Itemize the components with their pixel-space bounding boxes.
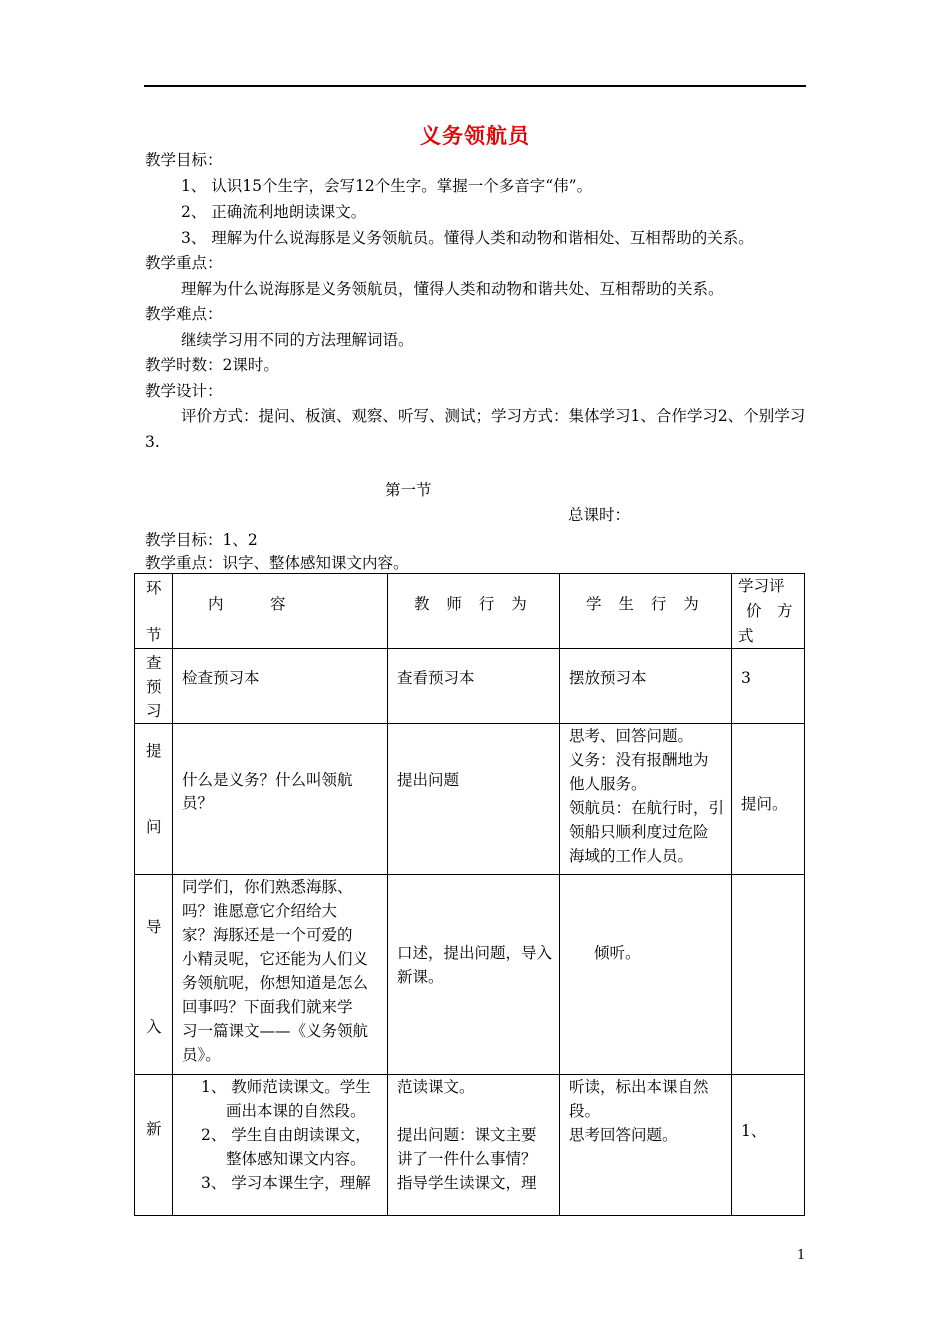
section-key: 教学重点：识字、整体感知课文内容。 — [145, 554, 409, 572]
table-row — [135, 875, 805, 1075]
table-cell — [732, 724, 805, 875]
content-text: 家？海豚还是一个可爱的 — [182, 926, 353, 944]
evaluation-text: 价 方 — [746, 602, 793, 620]
stage-text: 查 — [146, 654, 162, 672]
student-action-text: 摆放预习本 — [569, 669, 647, 687]
content-text: 吗？谁愿意它介绍给大 — [182, 902, 338, 920]
table-cell — [388, 649, 560, 724]
table-cell — [135, 875, 173, 1075]
teacher-action-text: 范读课文。 — [397, 1078, 475, 1096]
goal-item: 3、 理解为什么说海豚是义务领航员。懂得人类和动物和谐相处、互相帮助的关系。 — [181, 229, 754, 247]
table-cell — [732, 875, 805, 1075]
total-hours: 总课时： — [568, 506, 631, 524]
key-heading: 教学重点： — [145, 254, 223, 272]
section-goals: 教学目标：1、2 — [145, 531, 258, 549]
stage-text: 习 — [146, 702, 162, 720]
stage-text: 提 — [146, 742, 162, 760]
hours-text: 教学时数：2课时。 — [145, 356, 279, 374]
difficulty-text: 继续学习用不同的方法理解词语。 — [181, 331, 414, 349]
table-cell — [732, 649, 805, 724]
evaluation-text: 式 — [738, 627, 754, 645]
evaluation-text: 提问。 — [741, 795, 788, 813]
evaluation-text: 3 — [741, 669, 751, 687]
content-text: 画出本课的自然段。 — [226, 1102, 366, 1120]
header-teacher — [388, 574, 560, 649]
design-heading: 教学设计： — [145, 382, 223, 400]
student-action-text: 段。 — [569, 1102, 601, 1120]
content-text: 习一篇课文——《义务领航 — [182, 1022, 369, 1040]
student-action-text: 海域的工作人员。 — [569, 847, 694, 865]
header-evaluation — [732, 574, 805, 649]
table-header-row — [135, 574, 805, 649]
teacher-action-text: 新课。 — [397, 968, 444, 986]
stage-text: 新 — [146, 1120, 162, 1138]
difficulty-heading: 教学难点： — [145, 305, 223, 323]
table-cell — [173, 649, 388, 724]
evaluation-text: 1、 — [741, 1122, 767, 1140]
table-row — [135, 1075, 805, 1216]
content-text: 3、 学习本课生字，理解 — [201, 1174, 371, 1192]
design-text: 评价方式：提问、板演、观察、听写、测试；学习方式：集体学习1、合作学习2、个别学习 — [181, 407, 806, 425]
stage-text: 环 — [146, 579, 162, 597]
page-number: 1 — [797, 1248, 806, 1263]
header-content — [173, 574, 388, 649]
design-text-continued: 3. — [145, 433, 160, 451]
stage-text: 预 — [146, 678, 162, 696]
content-text: 1、 教师范读课文。学生 — [201, 1078, 371, 1096]
content-text: 小精灵呢，它还能为人们义 — [182, 950, 369, 968]
student-action-text: 学 生 行 为 — [586, 595, 705, 613]
student-action-text: 听读，标出本课自然 — [569, 1078, 709, 1096]
table-cell — [560, 1075, 732, 1216]
header-student — [560, 574, 732, 649]
key-text: 理解为什么说海豚是义务领航员，懂得人类和动物和谐共处、互相帮助的关系。 — [181, 280, 724, 298]
teacher-action-text: 口述，提出问题，导入 — [397, 944, 553, 962]
student-action-text: 思考、回答问题。 — [569, 727, 694, 745]
header-rule — [144, 85, 806, 87]
content-text: 2、 学生自由朗读课文， — [201, 1126, 371, 1144]
teacher-action-text: 提出问题 — [397, 771, 460, 789]
table-cell — [388, 1075, 560, 1216]
table-cell — [388, 875, 560, 1075]
content-text: 同学们，你们熟悉海豚、 — [182, 878, 353, 896]
document-title: 义务领航员 — [420, 123, 530, 148]
content-text: 务领航呢，你想知道是怎么 — [182, 974, 369, 992]
stage-text: 节 — [146, 626, 162, 644]
table-cell — [173, 1075, 388, 1216]
teacher-action-text: 教 师 行 为 — [414, 595, 533, 613]
table-cell — [732, 1075, 805, 1216]
header-stage — [135, 574, 173, 649]
content-text: 检查预习本 — [182, 669, 260, 687]
evaluation-text: 学习评 — [738, 577, 785, 595]
student-action-text: 思考回答问题。 — [569, 1126, 678, 1144]
student-action-text: 他人服务。 — [569, 775, 647, 793]
student-action-text: 领船只顺利度过危险 — [569, 823, 709, 841]
table-cell — [135, 1075, 173, 1216]
table-cell — [388, 724, 560, 875]
table-cell — [560, 724, 732, 875]
table-row — [135, 649, 805, 724]
stage-text: 导 — [146, 918, 162, 936]
lesson-table — [134, 573, 805, 1216]
teacher-action-text: 讲了一件什么事情？ — [397, 1150, 537, 1168]
student-action-text: 义务：没有报酬地为 — [569, 751, 709, 769]
table-cell — [560, 649, 732, 724]
goal-item: 1、 认识15个生字，会写12个生字。掌握一个多音字“伟”。 — [181, 177, 593, 195]
student-action-text: 领航员：在航行时，引 — [569, 799, 725, 817]
table-cell — [173, 724, 388, 875]
content-text: 员》。 — [182, 1046, 221, 1064]
stage-text: 入 — [146, 1018, 162, 1036]
content-text: 回事吗？下面我们就来学 — [182, 998, 353, 1016]
table-cell — [173, 875, 388, 1075]
table-row — [135, 724, 805, 875]
teacher-action-text: 指导学生读课文，理 — [397, 1174, 537, 1192]
table-cell — [135, 724, 173, 875]
content-text: 什么是义务？什么叫领航 — [182, 771, 353, 789]
content-text: 内 容 — [208, 595, 286, 613]
stage-text: 问 — [146, 818, 162, 836]
table-cell — [560, 875, 732, 1075]
teacher-action-text: 提出问题：课文主要 — [397, 1126, 537, 1144]
goal-item: 2、 正确流利地朗读课文。 — [181, 203, 367, 221]
section-title: 第一节 — [385, 481, 432, 499]
goals-heading: 教学目标： — [145, 151, 223, 169]
content-text: 员？ — [182, 794, 214, 812]
table-cell — [135, 649, 173, 724]
teacher-action-text: 查看预习本 — [397, 669, 475, 687]
content-text: 整体感知课文内容。 — [226, 1150, 366, 1168]
student-action-text: 倾听。 — [594, 944, 641, 962]
